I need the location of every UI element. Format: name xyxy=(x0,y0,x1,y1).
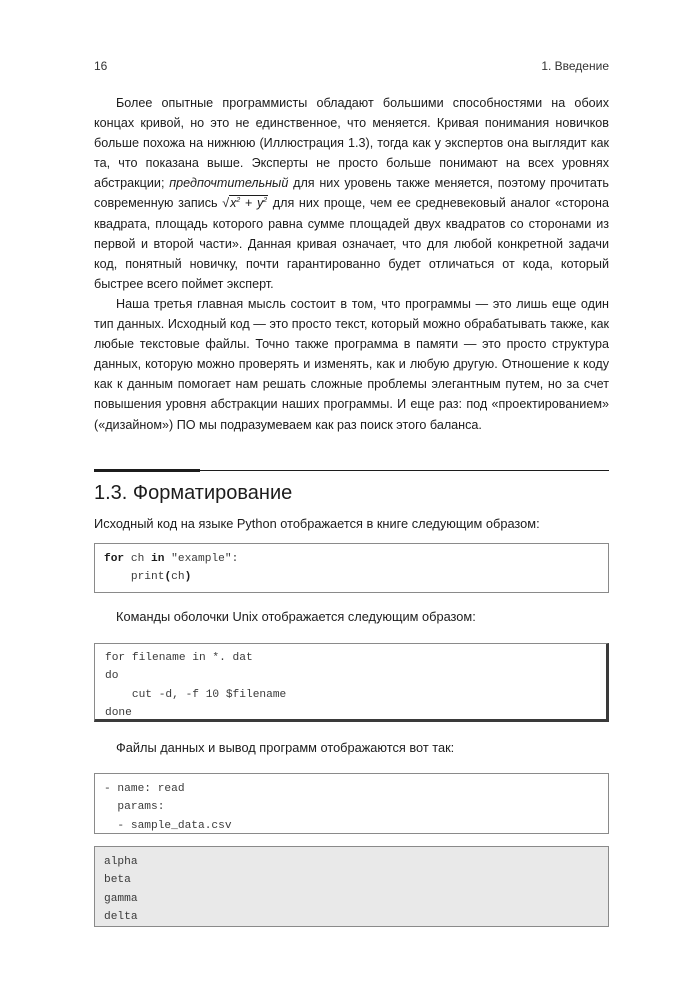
shell-code-block: for filename in *. dat do cut -d, -f 10 $filename done xyxy=(94,643,609,722)
yaml-data-block: - name: read params: - sample_data.csv xyxy=(94,773,609,834)
running-chapter-title: 1. Введение xyxy=(541,59,609,73)
section-heading: 1.3. Форматирование xyxy=(94,482,293,504)
paragraph-1: Более опытные программисты обладают большими способностями на обоих концах кривой, но это не единственное, что меняется. Кривая понимания новичков больше похожа на нижнюю (Иллюстрация 1.3), тогда как у экспертов она выглядит как та, что показана выше. Эксперты не просто больше понимают на всех уровнях абстракции; предпочтительный для них уровень также меняется, поэтому прочитать современную запись $√x^2 + y^2$ для них проще, чем ее средневековый аналог «сторона квадрата, площадь которого равна сумме площадей двух квадратов со сторонами из первой и второй части». Данная кривая означает, что для любой конкретной задачи код, понятный новичку, почти гарантированно будет отличаться от кода, который быстрее всего поймет эксперт. xyxy=(94,96,609,291)
page-header xyxy=(94,59,609,75)
section-divider-accent xyxy=(94,469,200,472)
shell-intro-text: Команды оболочки Unix отображается следующим образом: xyxy=(116,609,476,624)
page-number: 16 xyxy=(94,59,108,73)
program-output-block: alpha beta gamma delta xyxy=(94,846,609,927)
data-intro-text: Файлы данных и вывод программ отображаются вот так: xyxy=(116,740,455,755)
python-code-block: for ch in "example": print(ch) xyxy=(94,543,609,593)
body-text xyxy=(94,93,609,435)
emphasis-preferred: предпочтительный xyxy=(169,176,289,191)
python-intro-text: Исходный код на языке Python отображается в книге следующим образом: xyxy=(94,516,540,531)
paragraph-2: Наша третья главная мысль состоит в том, что программы — это лишь еще один тип данных. Исходный код — это просто текст, который можно обрабатывать также, как любые текстовые файлы. Точно также программа в памяти — это просто структура данных, которую можно проверять и изменять, как и любую другую. Отношение к коду как к данным помогает нам решать сложные проблемы элегантным путем, но за счет повышения уровня абстракции наших программы. И еще раз: под «проектированием» («дизайном») ПО мы подразумеваем как раз поиск этого баланса. xyxy=(94,296,609,432)
sqrt-formula: $√x^2 + y^2$ xyxy=(222,196,268,211)
